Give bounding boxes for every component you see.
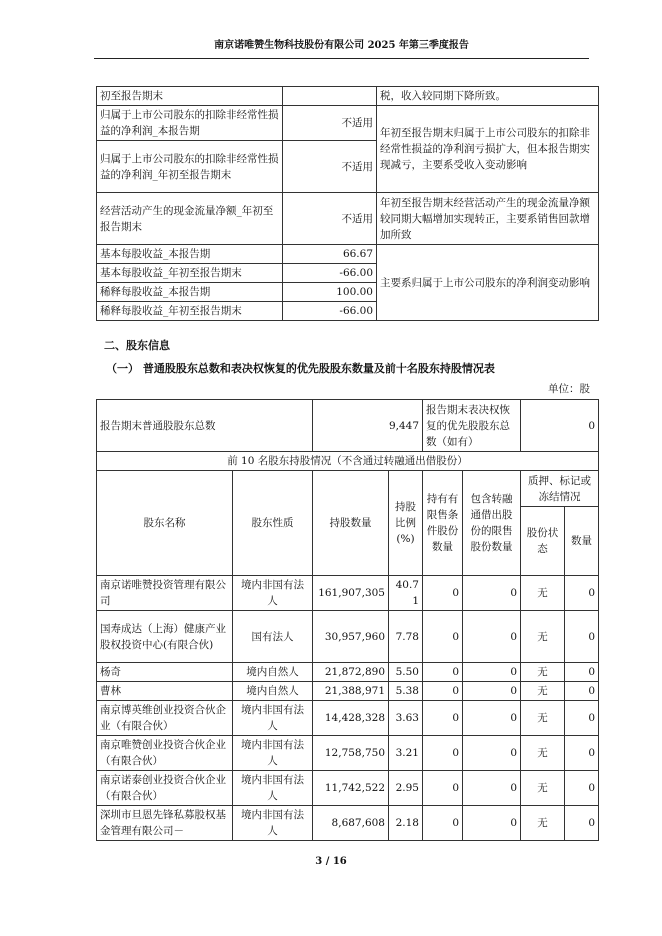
total-shareholders-label: 报告期末普通股股东总数 [97, 400, 313, 452]
page-number: 3 / 16 [315, 856, 347, 867]
t1-row-label: 归属于上市公司股东的扣除非经常性损益的净利润_本报告期 [97, 106, 283, 141]
shareholder-restricted: 0 [423, 611, 463, 663]
col-header-pledge-status: 股份状态 [521, 507, 565, 576]
shareholder-restricted: 0 [423, 701, 463, 736]
table-row [97, 736, 599, 771]
table-row [97, 701, 599, 736]
t1-row-note: 年初至报告期末归属于上市公司股东的扣除非经常性损益的净利润亏损扩大，但本报告期实现减亏，主要系受收入变动影响 [377, 106, 599, 193]
shareholder-restricted: 0 [423, 663, 463, 682]
shareholder-nature: 境内非国有法人 [233, 736, 313, 771]
header-rule [94, 58, 589, 59]
shareholder-ratio: 2.95 [389, 771, 423, 806]
shareholder-qty: 12,758,750 [313, 736, 389, 771]
t1-row-value: 66.67 [283, 245, 377, 264]
shareholder-lending: 0 [463, 576, 521, 611]
shareholder-qty: 21,872,890 [313, 663, 389, 682]
shareholder-pledge-status: 无 [521, 701, 565, 736]
t1-row-label: 经营活动产生的现金流量净额_年初至报告期末 [97, 193, 283, 245]
t1-row-note: 税，收入较同期下降所致。 [377, 87, 599, 106]
section-title: 二、股东信息 [104, 339, 170, 352]
shareholder-ratio: 7.78 [389, 611, 423, 663]
preferred-shareholders-value: 0 [521, 400, 599, 452]
shareholder-lending: 0 [463, 663, 521, 682]
shareholder-nature: 国有法人 [233, 611, 313, 663]
shareholder-name: 南京唯赞创业投资合伙企业（有限合伙） [97, 736, 233, 771]
shareholders-table [96, 399, 599, 841]
shareholder-pledge-status: 无 [521, 806, 565, 841]
col-header-restricted: 持有有限售条件股份数量 [423, 471, 463, 576]
shareholder-pledge-status: 无 [521, 682, 565, 701]
shareholder-name: 曹林 [97, 682, 233, 701]
shareholder-restricted: 0 [423, 682, 463, 701]
shareholder-pledge-status: 无 [521, 576, 565, 611]
shareholder-pledge-qty: 0 [565, 806, 599, 841]
shareholder-qty: 21,388,971 [313, 682, 389, 701]
shareholder-pledge-status: 无 [521, 771, 565, 806]
shareholder-nature: 境内自然人 [233, 682, 313, 701]
shareholder-name: 杨奇 [97, 663, 233, 682]
unit-label: 单位：股 [548, 383, 590, 395]
shareholder-qty: 11,742,522 [313, 771, 389, 806]
shareholder-pledge-qty: 0 [565, 682, 599, 701]
table-row [97, 682, 599, 701]
t1-row-value: 不适用 [283, 141, 377, 193]
table-row [97, 576, 599, 611]
col-header-lending: 包含转融通借出股份的限售股份数量 [463, 471, 521, 576]
shareholder-pledge-qty: 0 [565, 663, 599, 682]
shareholder-nature: 境内自然人 [233, 663, 313, 682]
shareholder-pledge-qty: 0 [565, 576, 599, 611]
t1-row-label: 基本每股收益_本报告期 [97, 245, 283, 264]
shareholder-nature: 境内非国有法人 [233, 771, 313, 806]
shareholder-ratio: 3.63 [389, 701, 423, 736]
shareholder-lending: 0 [463, 701, 521, 736]
shareholder-name: 国寿成达（上海）健康产业股权投资中心(有限合伙) [97, 611, 233, 663]
shareholder-nature: 境内非国有法人 [233, 576, 313, 611]
t1-row-label: 初至报告期末 [97, 87, 283, 106]
shareholder-ratio: 5.50 [389, 663, 423, 682]
shareholder-nature: 境内非国有法人 [233, 701, 313, 736]
t1-row-label: 稀释每股收益_本报告期 [97, 283, 283, 302]
t1-row-note: 主要系归属于上市公司股东的净利润变动影响 [377, 245, 599, 321]
table-row [97, 663, 599, 682]
shareholder-qty: 30,957,960 [313, 611, 389, 663]
shareholder-pledge-status: 无 [521, 663, 565, 682]
t1-row-value: 100.00 [283, 283, 377, 302]
col-header-nature: 股东性质 [233, 471, 313, 576]
col-header-name: 股东名称 [97, 471, 233, 576]
shareholder-name: 南京博英维创业投资合伙企业（有限合伙） [97, 701, 233, 736]
t1-row-label: 基本每股收益_年初至报告期末 [97, 264, 283, 283]
shareholder-pledge-status: 无 [521, 736, 565, 771]
t1-row-value [283, 87, 377, 106]
shareholder-name: 深圳市旦恩先锋私募股权基金管理有限公司－ [97, 806, 233, 841]
shareholder-pledge-qty: 0 [565, 771, 599, 806]
col-header-ratio: 持股比例(%) [389, 471, 423, 576]
t1-row-value: -66.00 [283, 264, 377, 283]
shareholder-pledge-qty: 0 [565, 736, 599, 771]
shareholder-qty: 161,907,305 [313, 576, 389, 611]
t1-row-value: -66.00 [283, 302, 377, 321]
shareholder-ratio: 40.71 [389, 576, 423, 611]
shareholder-restricted: 0 [423, 771, 463, 806]
shareholder-ratio: 5.38 [389, 682, 423, 701]
shareholder-pledge-qty: 0 [565, 611, 599, 663]
shareholder-pledge-status: 无 [521, 611, 565, 663]
col-header-pledge-qty: 数量 [565, 507, 599, 576]
shareholder-qty: 14,428,328 [313, 701, 389, 736]
shareholder-restricted: 0 [423, 806, 463, 841]
shareholder-lending: 0 [463, 682, 521, 701]
shareholder-nature: 境内非国有法人 [233, 806, 313, 841]
section-subtitle: （一） 普通股股东总数和表决权恢复的优先股股东数量及前十名股东持股情况表 [106, 362, 495, 375]
top10-caption: 前 10 名股东持股情况（不含通过转融通出借股份） [97, 452, 599, 471]
col-header-qty: 持股数量 [313, 471, 389, 576]
table-row [97, 806, 599, 841]
shareholder-lending: 0 [463, 806, 521, 841]
page-header: 南京诺唯赞生物科技股份有限公司 2025 年第三季度报告 [214, 40, 469, 51]
shareholder-name: 南京诺泰创业投资合伙企业（有限合伙） [97, 771, 233, 806]
shareholder-ratio: 2.18 [389, 806, 423, 841]
shareholder-pledge-qty: 0 [565, 701, 599, 736]
col-header-pledge: 质押、标记或冻结情况 [521, 471, 599, 507]
t1-row-label: 归属于上市公司股东的扣除非经常性损益的净利润_年初至报告期末 [97, 141, 283, 193]
t1-row-label: 稀释每股收益_年初至报告期末 [97, 302, 283, 321]
shareholder-restricted: 0 [423, 576, 463, 611]
table-row [97, 611, 599, 663]
shareholder-ratio: 3.21 [389, 736, 423, 771]
preferred-shareholders-label: 报告期末表决权恢复的优先股股东总数（如有） [423, 400, 521, 452]
shareholder-qty: 8,687,608 [313, 806, 389, 841]
shareholder-name: 南京诺唯赞投资管理有限公司 [97, 576, 233, 611]
shareholder-restricted: 0 [423, 736, 463, 771]
shareholder-lending: 0 [463, 771, 521, 806]
table-row [97, 771, 599, 806]
t1-row-value: 不适用 [283, 106, 377, 141]
financial-indicators-table [96, 86, 599, 321]
t1-row-note: 年初至报告期末经营活动产生的现金流量净额较同期大幅增加实现转正，主要系销售回款增加所致 [377, 193, 599, 245]
total-shareholders-value: 9,447 [313, 400, 423, 452]
shareholder-lending: 0 [463, 736, 521, 771]
t1-row-value: 不适用 [283, 193, 377, 245]
shareholder-lending: 0 [463, 611, 521, 663]
